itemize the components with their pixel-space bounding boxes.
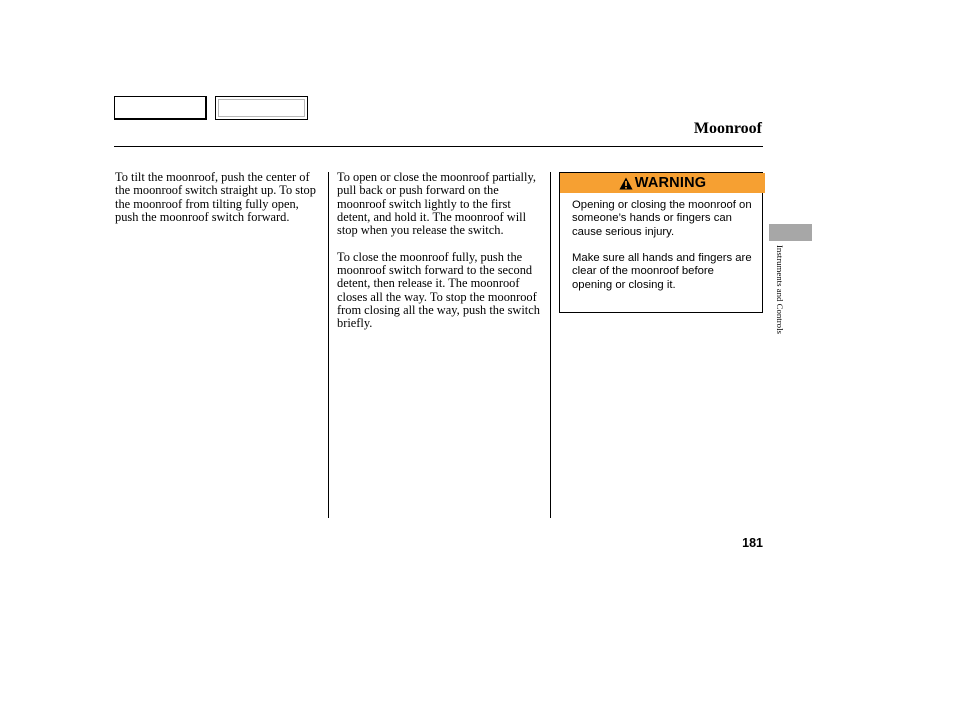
warning-text-2: Make sure all hands and fingers are clear of the moonroof before opening or closing it.: [572, 252, 752, 291]
section-tab: [769, 224, 812, 241]
page-title: Moonroof: [693, 120, 762, 137]
title-rule: [114, 146, 763, 147]
full-close-paragraph: To close the moonroof fully, push the moonroof switch forward to the second detent, then release it. The moonroof closes all the way. To stop the moonroof from closing all the way, push the switch briefly.: [337, 249, 540, 331]
warning-triangle-icon: [619, 177, 633, 190]
warning-text-1: Opening or closing the moonroof on someone’s hands or fingers can cause serious injury.: [572, 199, 752, 238]
warning-body: [572, 199, 756, 292]
table-of-contents-button[interactable]: [215, 96, 308, 120]
partial-open-paragraph: To open or close the moonroof partially, pull back or push forward on the moonroof switch lightly to the first detent, and hold it. The moonroof will stop when you release the switch.: [337, 170, 536, 238]
tilt-paragraph: To tilt the moonroof, push the center of the moonroof switch straight up. To stop the moonroof from tilting fully open, push the moonroof switch forward.: [115, 170, 316, 224]
page-number: 181: [742, 536, 763, 550]
warning-header: [560, 173, 765, 193]
text-column-1: [115, 171, 323, 224]
main-menu-button[interactable]: [114, 96, 207, 120]
column-divider-2: [550, 172, 551, 518]
warning-box: [559, 172, 763, 313]
section-label: Instruments and Controls: [775, 245, 785, 334]
warning-label: WARNING: [634, 175, 707, 191]
column-divider-1: [328, 172, 329, 518]
text-column-2: [337, 171, 543, 331]
